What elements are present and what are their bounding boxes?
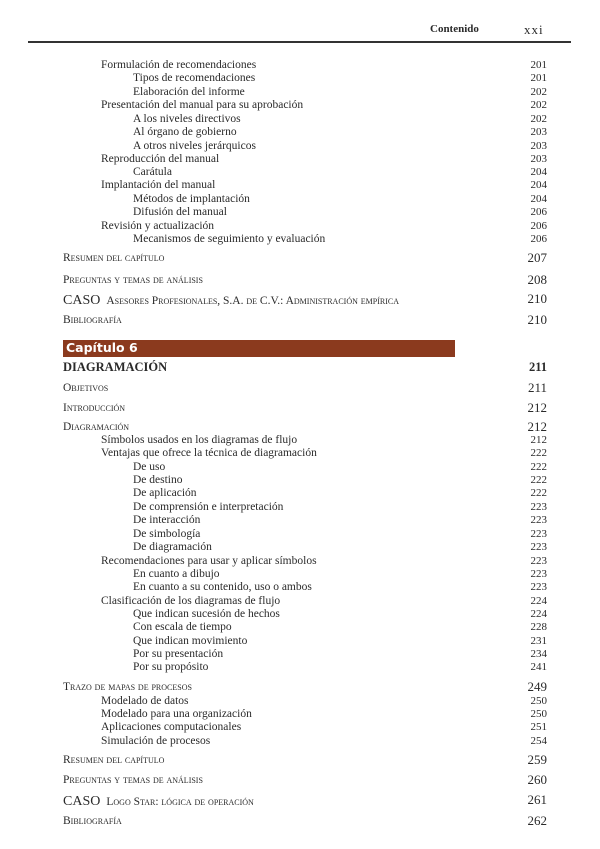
chapter-banner	[63, 340, 455, 357]
toc-entry-page: 222	[530, 487, 547, 499]
toc-entry-page: 223	[530, 528, 547, 540]
toc-entry-page: 207	[527, 250, 547, 265]
chapter-title-row[interactable]	[0, 362, 600, 376]
toc-entry-title: Carátula	[133, 166, 172, 178]
toc-entry[interactable]	[0, 487, 600, 501]
toc-entry-title: De uso	[133, 461, 166, 473]
toc-entry-title: Mecanismos de seguimiento y evaluación	[133, 233, 326, 245]
toc-entry-title: A otros niveles jerárquicos	[133, 140, 256, 152]
toc-entry[interactable]	[0, 153, 600, 167]
toc-entry[interactable]	[0, 555, 600, 569]
toc-entry-page: 212	[527, 400, 547, 415]
toc-entry-page: 223	[530, 568, 547, 580]
toc-entry[interactable]	[0, 402, 600, 416]
toc-entry[interactable]	[0, 113, 600, 127]
toc-entry-page: 206	[530, 233, 547, 245]
toc-entry-title: De interacción	[133, 514, 201, 526]
toc-entry-page: 254	[530, 735, 547, 747]
toc-entry-page: 203	[530, 153, 547, 165]
toc-entry-page: 262	[527, 813, 547, 828]
toc-entry-page: 206	[530, 220, 547, 232]
toc-entry-title: Revisión y actualización	[101, 220, 215, 232]
toc-entry-page: 223	[530, 501, 547, 513]
chapter-title: DIAGRAMACIÓN	[63, 360, 168, 374]
toc-entry-page: 234	[530, 648, 547, 660]
toc-entry[interactable]	[0, 774, 600, 788]
toc-entry[interactable]	[0, 501, 600, 515]
toc-entry[interactable]	[0, 595, 600, 609]
toc-entry-title: Clasificación de los diagramas de flujo	[101, 595, 281, 607]
toc-entry-page: 259	[527, 752, 547, 767]
toc-entry-title: Trazo de mapas de procesos	[63, 681, 192, 693]
toc-entry-title: A los niveles directivos	[133, 113, 241, 125]
toc-entry-page: 202	[530, 99, 547, 111]
toc-entry-page: 202	[530, 86, 547, 98]
toc-entry-title: Implantación del manual	[101, 179, 216, 191]
toc-entry-page: 250	[530, 708, 547, 720]
toc-entry-page: 204	[530, 193, 547, 205]
case-prefix: CASO	[63, 794, 101, 809]
chapter-label: Capítulo 6	[66, 340, 138, 355]
toc-entry-page: 251	[530, 721, 547, 733]
chapter-page: 211	[528, 360, 547, 374]
toc-entry-page: 206	[530, 206, 547, 218]
header-rule	[28, 41, 571, 43]
toc-entry-title	[63, 794, 254, 810]
toc-entry-page: 204	[530, 179, 547, 191]
toc-entry[interactable]	[0, 568, 600, 582]
toc-entry-title: De destino	[133, 474, 183, 486]
toc-entry-page: 241	[530, 661, 547, 673]
toc-entry-page: 211	[527, 380, 547, 395]
toc-entry-page: 222	[530, 447, 547, 459]
toc-entry[interactable]	[0, 541, 600, 555]
toc-entry[interactable]	[0, 220, 600, 234]
toc-entry[interactable]	[0, 721, 600, 735]
toc-entry-page: 212	[527, 419, 547, 434]
toc-entry-title: De comprensión e interpretación	[133, 501, 284, 513]
toc-entry-title: Aplicaciones computacionales	[101, 721, 242, 733]
toc-entry-page: 210	[527, 312, 547, 327]
toc-entry-title: Al órgano de gobierno	[133, 126, 237, 138]
toc-entry-title: Que indican movimiento	[133, 635, 248, 647]
toc-entry[interactable]	[0, 382, 600, 396]
toc-entry-page: 204	[530, 166, 547, 178]
toc-entry[interactable]	[0, 434, 600, 448]
toc-entry[interactable]	[0, 447, 600, 461]
toc-entry-title: Recomendaciones para usar y aplicar símbolos	[101, 555, 317, 567]
toc-entry-page: 208	[527, 272, 547, 287]
toc-entry-page: 202	[530, 113, 547, 125]
toc-entry-title: Con escala de tiempo	[133, 621, 232, 633]
toc-entry[interactable]	[0, 815, 600, 829]
toc-entry-page: 212	[530, 434, 547, 446]
toc-entry-page: 223	[530, 541, 547, 553]
toc-entry[interactable]	[0, 72, 600, 86]
toc-entry-title: Que indican sucesión de hechos	[133, 608, 280, 620]
toc-entry-page: 201	[530, 72, 547, 84]
toc-entry[interactable]	[0, 661, 600, 675]
toc-entry-page: 210	[527, 291, 547, 306]
toc-entry[interactable]	[0, 206, 600, 220]
toc-entry-title: De simbología	[133, 528, 201, 540]
toc-entry-page: 224	[530, 595, 547, 607]
toc-entry-title: Introducción	[63, 402, 126, 414]
toc-entry[interactable]	[0, 681, 600, 695]
toc-entry-title: De aplicación	[133, 487, 197, 499]
toc-entry-title: Por su presentación	[133, 648, 224, 660]
toc-entry-title: Bibliografía	[63, 314, 122, 326]
toc-entry-title: En cuanto a dibujo	[133, 568, 220, 580]
toc-entry[interactable]	[0, 581, 600, 595]
toc-entry-page: 228	[530, 621, 547, 633]
toc-entry-page: 231	[530, 635, 547, 647]
toc-entry-page: 250	[530, 695, 547, 707]
toc-entry[interactable]	[0, 754, 600, 768]
toc-entry-title: Preguntas y temas de análisis	[63, 774, 203, 786]
toc-entry-title: Modelado de datos	[101, 695, 189, 707]
toc-entry-title: Simulación de procesos	[101, 735, 211, 747]
toc-entry-page: 201	[530, 59, 547, 71]
toc-entry-page: 222	[530, 461, 547, 473]
toc-entry-title	[63, 293, 399, 309]
toc-entry-title: En cuanto a su contenido, uso o ambos	[133, 581, 312, 593]
toc-entry[interactable]	[0, 635, 600, 649]
toc-entry-title: Formulación de recomendaciones	[101, 59, 257, 71]
toc-entry[interactable]	[0, 86, 600, 100]
toc-entry[interactable]	[0, 179, 600, 193]
page-number: xxi	[524, 22, 544, 37]
toc-entry-page: 223	[530, 555, 547, 567]
toc-entry[interactable]	[0, 528, 600, 542]
toc-entry[interactable]	[0, 140, 600, 154]
toc-entry-title: Modelado para una organización	[101, 708, 252, 720]
toc-entry-title: Resumen del capítulo	[63, 252, 165, 264]
toc-entry[interactable]	[0, 514, 600, 528]
toc-entry[interactable]	[0, 233, 600, 247]
toc-entry-page: 222	[530, 474, 547, 486]
case-title: Logo Star: lógica de operación	[106, 796, 254, 808]
toc-entry-title: De diagramación	[133, 541, 212, 553]
toc-entry[interactable]	[0, 59, 600, 73]
case-prefix: CASO	[63, 293, 101, 308]
toc-entry[interactable]	[0, 474, 600, 488]
toc-entry-title: Difusión del manual	[133, 206, 227, 218]
toc-entry[interactable]	[0, 621, 600, 635]
toc-entry-page: 224	[530, 608, 547, 620]
toc-entry-title: Por su propósito	[133, 661, 209, 673]
toc-entry-page: 260	[527, 772, 547, 787]
toc-entry[interactable]	[0, 99, 600, 113]
toc-entry[interactable]	[0, 293, 600, 307]
case-title: Asesores Profesionales, S.A. de C.V.: Administración empírica	[106, 295, 399, 307]
toc-entry[interactable]	[0, 274, 600, 288]
toc-entry-title: Ventajas que ofrece la técnica de diagramación	[101, 447, 317, 459]
toc-entry[interactable]	[0, 735, 600, 749]
toc-entry-page: 261	[527, 792, 547, 807]
toc-entry-title: Resumen del capítulo	[63, 754, 165, 766]
toc-entry[interactable]	[0, 461, 600, 475]
toc-entry-title: Elaboración del informe	[133, 86, 245, 98]
toc-entry-title: Métodos de implantación	[133, 193, 250, 205]
toc-entry-page: 203	[530, 126, 547, 138]
toc-entry-page: 203	[530, 140, 547, 152]
toc-entry-title: Bibliografía	[63, 815, 122, 827]
toc-entry[interactable]	[0, 126, 600, 140]
toc-entry[interactable]	[0, 794, 600, 808]
toc-entry-title: Diagramación	[63, 421, 130, 433]
toc-entry[interactable]	[0, 608, 600, 622]
toc-entry[interactable]	[0, 648, 600, 662]
toc-entry[interactable]	[0, 193, 600, 207]
toc-entry-title: Símbolos usados en los diagramas de flujo	[101, 434, 298, 446]
toc-entry[interactable]	[0, 421, 600, 435]
toc-entry[interactable]	[0, 708, 600, 722]
toc-entry-page: 223	[530, 581, 547, 593]
toc-entry[interactable]	[0, 695, 600, 709]
toc-entry-title: Presentación del manual para su aprobación	[101, 99, 304, 111]
toc-entry-title: Tipos de recomendaciones	[133, 72, 256, 84]
toc-entry-title: Preguntas y temas de análisis	[63, 274, 203, 286]
toc-entry[interactable]	[0, 314, 600, 328]
toc-entry-title: Objetivos	[63, 382, 109, 394]
toc-entry[interactable]	[0, 166, 600, 180]
toc-entry-page: 249	[527, 679, 547, 694]
toc-entry-page: 223	[530, 514, 547, 526]
toc-entry-title: Reproducción del manual	[101, 153, 220, 165]
running-head-title: Contenido	[430, 23, 479, 35]
toc-entry[interactable]	[0, 252, 600, 266]
